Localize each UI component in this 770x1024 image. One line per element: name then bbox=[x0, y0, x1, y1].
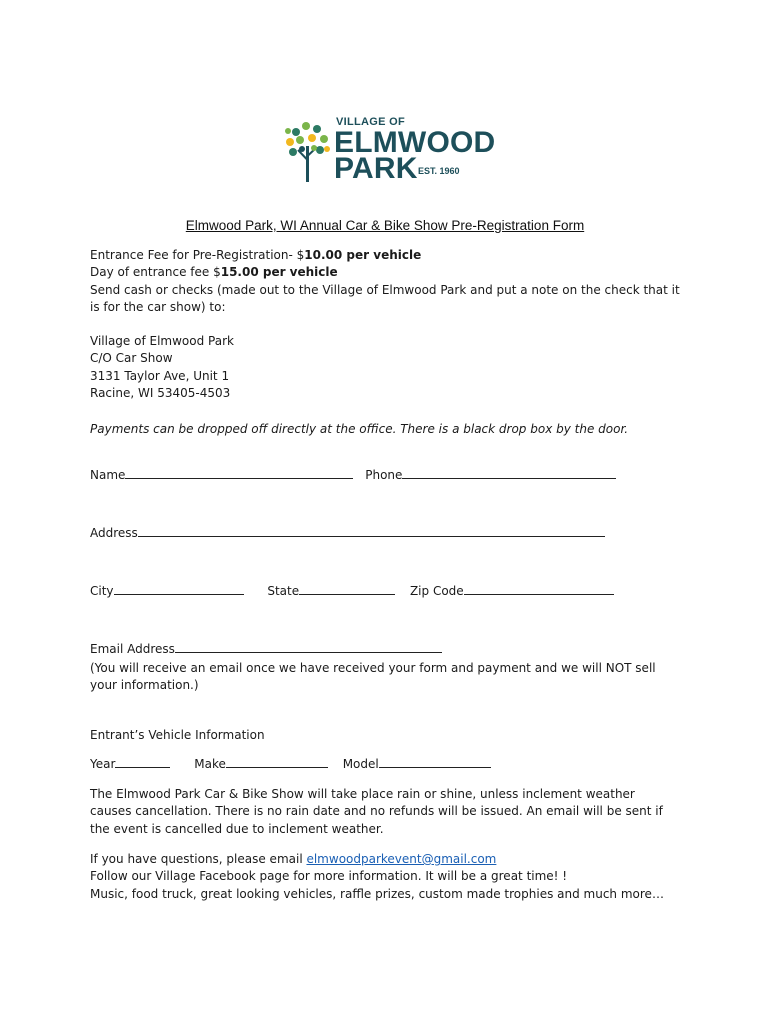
prereg-fee bbox=[90, 247, 421, 264]
rain-policy: The Elmwood Park Car & Bike Show will take place rain or shine, unless inclement weather causes cancellation. There is no rain date and no refunds will be issued. An email will be sent if the event is cancelled due to inclement weather. bbox=[90, 787, 663, 836]
address-row bbox=[90, 525, 605, 542]
logo-village-of: VILLAGE OF bbox=[336, 116, 405, 128]
prereg-fee-amount: 10.00 per vehicle bbox=[304, 248, 422, 262]
make-field[interactable] bbox=[226, 756, 328, 768]
name-label: Name bbox=[90, 468, 126, 482]
questions-text: If you have questions, please email bbox=[90, 852, 307, 866]
contact-email-link[interactable]: elmwoodparkevent@gmail.com bbox=[306, 852, 497, 866]
mail-address-line1: Village of Elmwood Park bbox=[90, 334, 234, 348]
mail-address-line3: 3131 Taylor Ave, Unit 1 bbox=[90, 369, 230, 383]
vehicle-row bbox=[90, 756, 491, 773]
state-label: State bbox=[267, 584, 300, 598]
city-label: City bbox=[90, 584, 114, 598]
send-instructions: Send cash or checks (made out to the Village of Elmwood Park and put a note on the check that it is for the car show) to: bbox=[90, 283, 680, 315]
city-field[interactable] bbox=[114, 583, 244, 595]
logo-park: PARK bbox=[334, 152, 418, 185]
mail-address-line2: C/O Car Show bbox=[90, 351, 173, 365]
year-label: Year bbox=[90, 757, 116, 771]
email-field[interactable] bbox=[175, 641, 442, 653]
questions-line bbox=[90, 851, 496, 868]
zip-field[interactable] bbox=[464, 583, 614, 595]
payment-note: Payments can be dropped off directly at the office. There is a black drop box by the door. bbox=[90, 422, 629, 436]
vehicle-heading: Entrant’s Vehicle Information bbox=[90, 728, 265, 742]
logo-elmwood: ELMWOOD bbox=[334, 126, 496, 159]
address-label: Address bbox=[90, 526, 138, 540]
email-row bbox=[90, 641, 442, 658]
name-phone-row bbox=[90, 467, 616, 484]
phone-field[interactable] bbox=[402, 467, 616, 479]
prereg-fee-label: Entrance Fee for Pre-Registration- $ bbox=[90, 248, 305, 262]
email-label: Email Address bbox=[90, 642, 175, 656]
zip-label: Zip Code bbox=[409, 584, 464, 598]
year-field[interactable] bbox=[115, 756, 170, 768]
phone-label: Phone bbox=[365, 468, 403, 482]
facebook-line: Follow our Village Facebook page for more information. It will be a great time! ! bbox=[90, 869, 568, 883]
mail-address-line4: Racine, WI 53405-4503 bbox=[90, 386, 231, 400]
tree-logo-icon bbox=[284, 120, 332, 184]
make-label: Make bbox=[194, 757, 226, 771]
highlights-line: Music, food truck, great looking vehicles, raffle prizes, custom made trophies and much more… bbox=[90, 887, 664, 901]
name-field[interactable] bbox=[125, 467, 353, 479]
address-field[interactable] bbox=[138, 525, 605, 537]
dayof-fee bbox=[90, 264, 338, 281]
village-logo bbox=[284, 112, 494, 184]
dayof-fee-label: Day of entrance fee $ bbox=[90, 265, 221, 279]
form-title: Elmwood Park, WI Annual Car & Bike Show Pre-Registration Form bbox=[185, 218, 585, 233]
logo-established: EST. 1960 bbox=[418, 166, 460, 176]
city-state-zip-row bbox=[90, 583, 614, 600]
model-field[interactable] bbox=[379, 756, 491, 768]
model-label: Model bbox=[342, 757, 379, 771]
email-note: (You will receive an email once we have received your form and payment and we will NOT sell your information.) bbox=[90, 661, 656, 693]
state-field[interactable] bbox=[299, 583, 395, 595]
dayof-fee-amount: 15.00 per vehicle bbox=[220, 265, 338, 279]
